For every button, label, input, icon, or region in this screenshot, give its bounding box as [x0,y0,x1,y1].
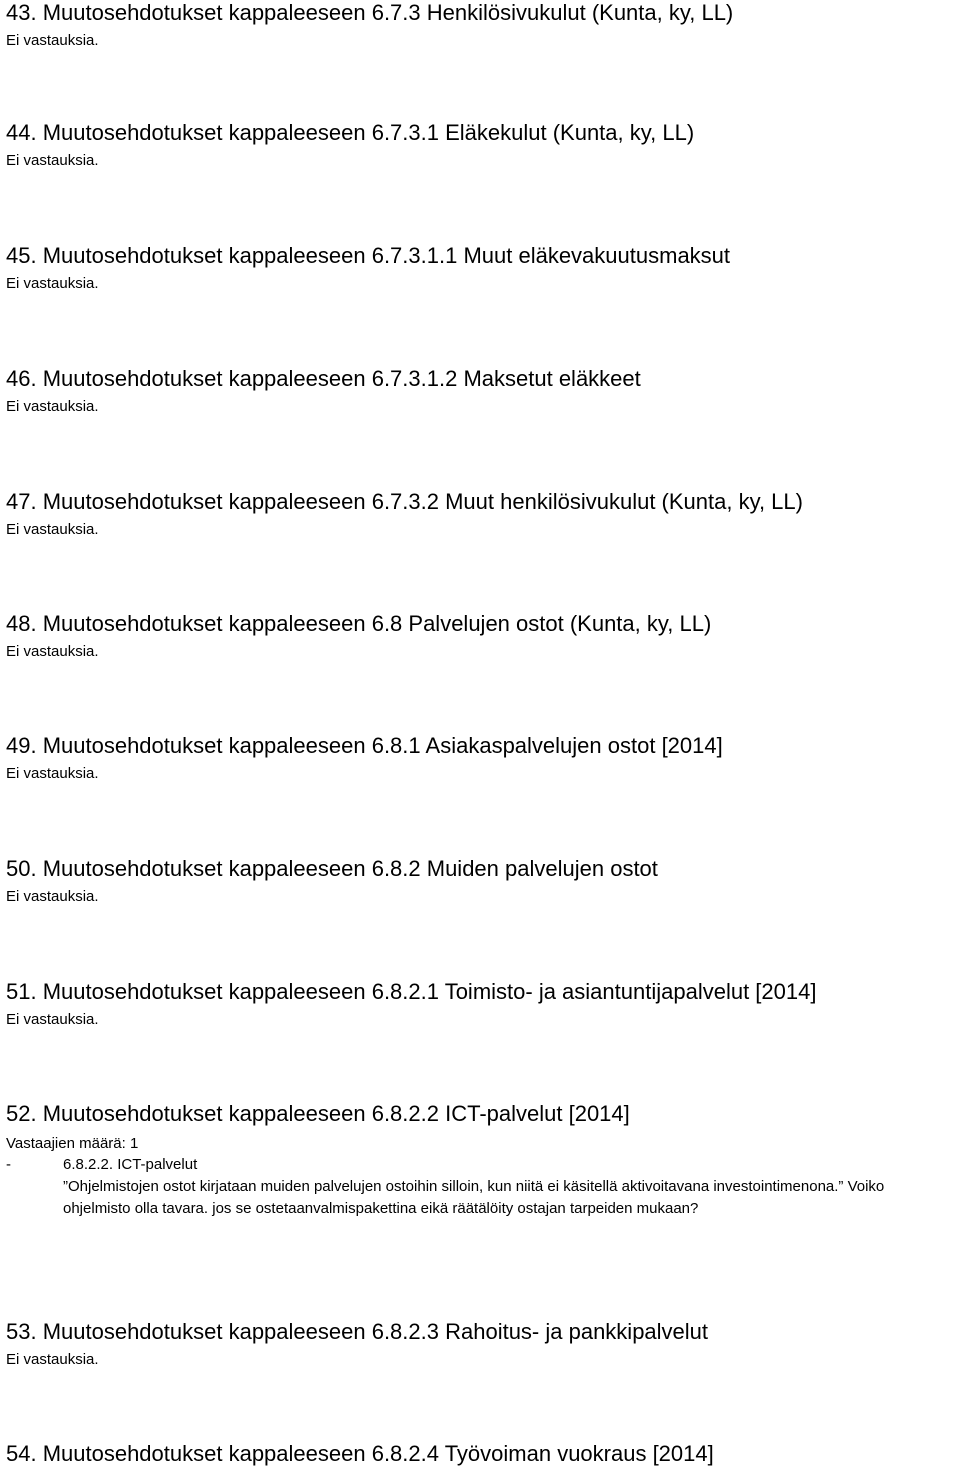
section-answer: Ei vastauksia. [6,1351,99,1368]
list-dash: - [6,1156,11,1173]
section-answer: Ei vastauksia. [6,275,99,292]
response-item [6,1154,960,1220]
response-text: ”Ohjelmistojen ostot kirjataan muiden palvelujen ostoihin silloin, kun niitä ei käsitellä aktivoitavana investointimenona.” Voiko ohjelmisto olla tavara. jos se ostetaanvalmispakettina eikä räätälöity ostajan tarpeiden mukaan? [63,1178,885,1217]
section-heading: 47. Muutosehdotukset kappaleeseen 6.7.3.2 Muut henkilösivukulut (Kunta, ky, LL) [6,489,803,514]
section-heading: 51. Muutosehdotukset kappaleeseen 6.8.2.1 Toimisto- ja asiantuntijapalvelut [2014] [6,979,817,1004]
section-answer: Ei vastauksia. [6,888,99,905]
section-43 [6,0,960,51]
section-answer: Ei vastauksia. [6,765,99,782]
section-answer: Ei vastauksia. [6,521,99,538]
section-54 [6,1441,960,1467]
section-51 [6,979,960,1030]
respondent-count: Vastaajien määrä: 1 [6,1135,139,1152]
section-heading: 54. Muutosehdotukset kappaleeseen 6.8.2.4 Työvoiman vuokraus [2014] [6,1441,714,1466]
section-answer: Ei vastauksia. [6,32,99,49]
section-heading: 43. Muutosehdotukset kappaleeseen 6.7.3 Henkilösivukulut (Kunta, ky, LL) [6,0,734,25]
section-heading: 50. Muutosehdotukset kappaleeseen 6.8.2 Muiden palvelujen ostot [6,856,658,881]
section-heading: 45. Muutosehdotukset kappaleeseen 6.7.3.1.1 Muut eläkevakuutusmaksut [6,243,731,268]
response-title: 6.8.2.2. ICT-palvelut [63,1156,198,1173]
section-52 [6,1101,960,1220]
section-heading: 53. Muutosehdotukset kappaleeseen 6.8.2.3 Rahoitus- ja pankkipalvelut [6,1319,709,1344]
section-46 [6,366,960,417]
section-44 [6,120,960,171]
section-49 [6,733,960,784]
section-heading: 48. Muutosehdotukset kappaleeseen 6.8 Palvelujen ostot (Kunta, ky, LL) [6,611,712,636]
section-heading: 44. Muutosehdotukset kappaleeseen 6.7.3.1 Eläkekulut (Kunta, ky, LL) [6,120,695,145]
section-heading: 46. Muutosehdotukset kappaleeseen 6.7.3.1.2 Maksetut eläkkeet [6,366,641,391]
section-answer: Ei vastauksia. [6,398,99,415]
section-heading: 52. Muutosehdotukset kappaleeseen 6.8.2.2 ICT-palvelut [2014] [6,1101,630,1126]
section-48 [6,611,960,662]
section-answer: Ei vastauksia. [6,1011,99,1028]
section-50 [6,856,960,907]
section-answer: Ei vastauksia. [6,152,99,169]
section-45 [6,243,960,294]
section-answer: Ei vastauksia. [6,643,99,660]
section-heading: 49. Muutosehdotukset kappaleeseen 6.8.1 Asiakaspalvelujen ostot [2014] [6,733,723,758]
section-53 [6,1319,960,1370]
section-47 [6,489,960,540]
